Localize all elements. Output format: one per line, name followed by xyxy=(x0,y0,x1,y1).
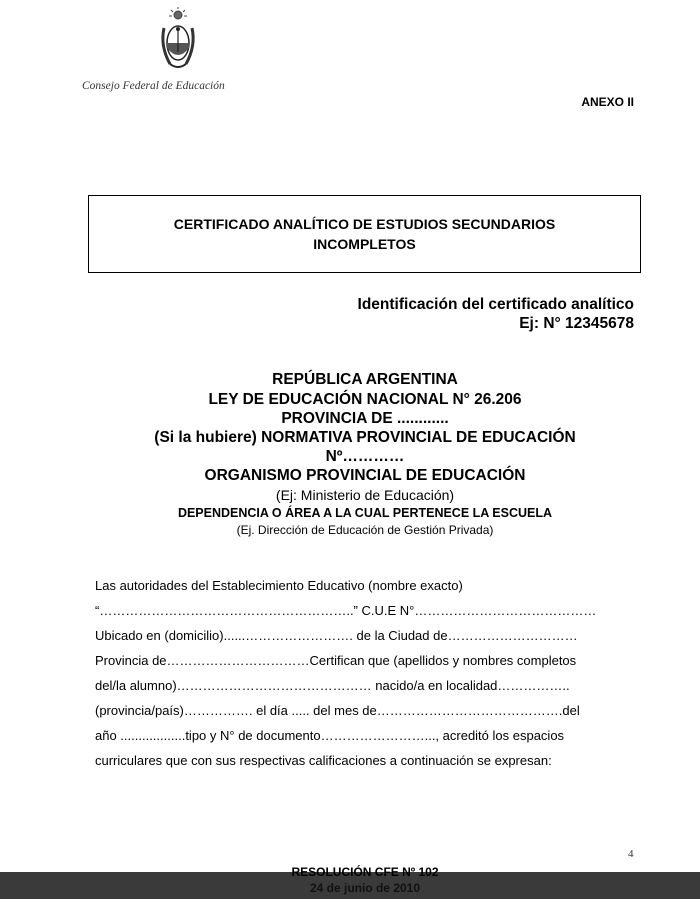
body-line-2: “…………………………………………………..” C.U.E N°…………………………………… xyxy=(95,603,597,618)
law-heading: LEY DE EDUCACIÓN NACIONAL N° 26.206 xyxy=(208,391,522,408)
dependency-example: (Ej. Dirección de Educación de Gestión Privada) xyxy=(236,523,494,537)
body-line-3: Ubicado en (domicilio)......……………………. de la Ciudad de………………………… xyxy=(95,628,578,643)
identification-label: Identificación del certificado analítico xyxy=(357,296,634,313)
body-line-7: año ..................tipo y N° de documento……………………..., acreditó los espacios xyxy=(95,728,565,743)
certificate-identification xyxy=(358,295,634,333)
body-line-6: (provincia/país)……………. el día ..... del mes de…………………………………….del xyxy=(95,703,580,718)
organism-heading: ORGANISMO PROVINCIAL DE EDUCACIÓN xyxy=(204,467,526,484)
norm-number: Nº………… xyxy=(325,448,405,465)
province-heading: PROVINCIA DE ............ xyxy=(281,410,449,427)
country-heading: REPÚBLICA ARGENTINA xyxy=(272,371,458,388)
body-line-4: Provincia de……………………………Certifican que (apellidos y nombres completos xyxy=(95,653,577,668)
resolution-label: RESOLUCIÓN CFE Nº 102 xyxy=(291,865,439,879)
provincial-norm-heading: (Si la hubiere) NORMATIVA PROVINCIAL DE EDUCACIÓN xyxy=(154,429,576,446)
certificate-title-line1: CERTIFICADO ANALÍTICO DE ESTUDIOS SECUNDARIOS xyxy=(173,216,556,232)
resolution-date: 24 de junio de 2010 xyxy=(309,881,421,895)
organization-name: Consejo Federal de Educación xyxy=(82,80,225,92)
annex-label: ANEXO II xyxy=(581,95,634,109)
page-number: 4 xyxy=(628,848,634,860)
body-line-1: Las autoridades del Establecimiento Educativo (nombre exacto) xyxy=(95,578,463,593)
dependency-heading: DEPENDENCIA O ÁREA A LA CUAL PERTENECE LA ESCUELA xyxy=(177,506,553,520)
body-line-5: del/la alumno)……………………………………… nacido/a en localidad…………….. xyxy=(95,678,570,693)
certificate-title-box xyxy=(88,195,641,273)
argentina-coat-of-arms-icon xyxy=(156,6,200,72)
certificate-title-line2: INCOMPLETOS xyxy=(313,236,416,252)
identification-example: Ej: N° 12345678 xyxy=(519,315,634,332)
body-line-8: curriculares que con sus respectivas calificaciones a continuación se expresan: xyxy=(95,753,552,768)
organism-example: (Ej: Ministerio de Educación) xyxy=(275,487,455,503)
